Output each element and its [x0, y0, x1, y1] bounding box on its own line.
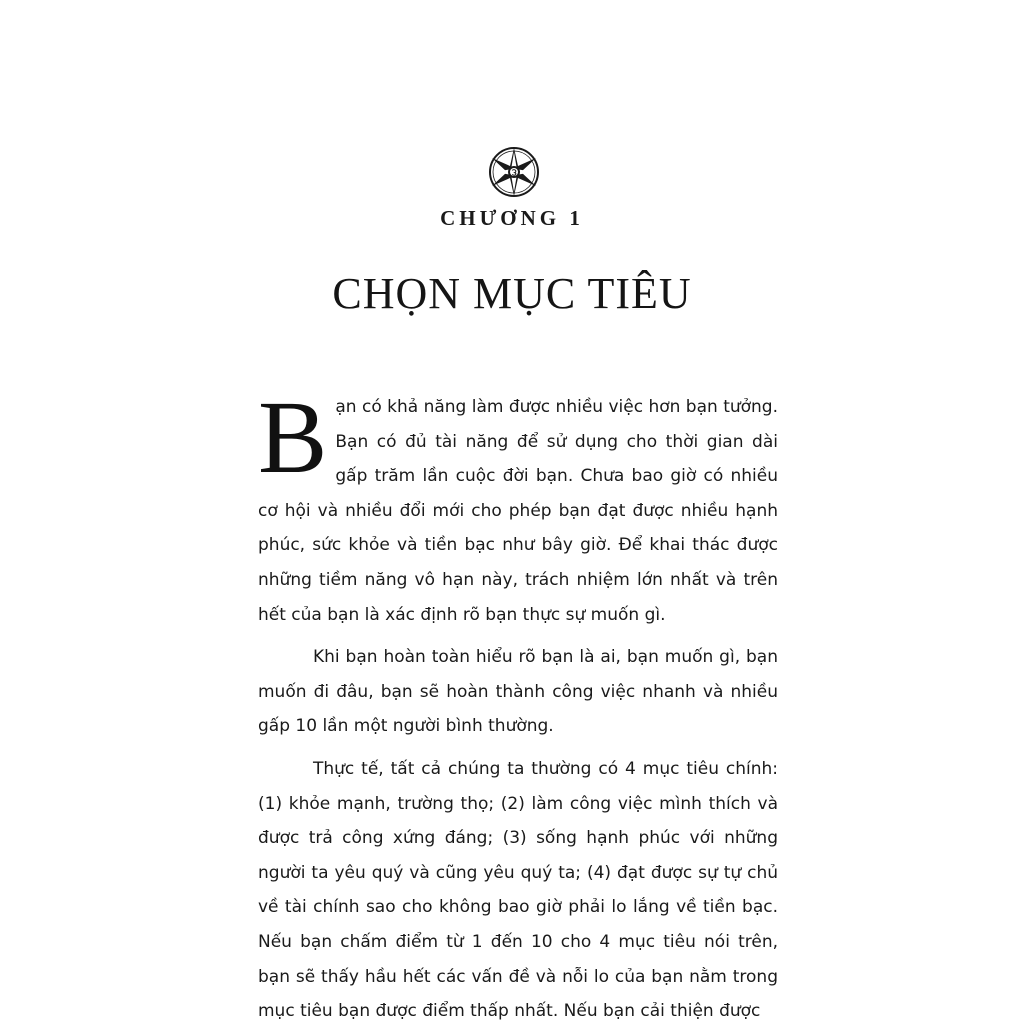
- drop-cap: B: [258, 380, 328, 495]
- paragraph-1-text: ạn có khả năng làm được nhiều việc hơn bạn tưởng. Bạn có đủ tài năng để sử dụng cho thời gian dài gấp trăm lần cuộc đời bạn. Chưa bao giờ có nhiều cơ hội và nhiều đổi mới cho phép bạn đạt được nhiều hạnh phúc, sức khỏe và tiền bạc như bây giờ. Để khai thác được những tiềm năng vô hạn này, trách nhiệm lớn nhất và trên hết của bạn là xác định rõ bạn thực sự muốn gì.: [258, 397, 778, 625]
- paragraph-1: [258, 380, 778, 632]
- compass-rose-icon: [488, 146, 540, 198]
- chapter-label: CHƯƠNG 1: [440, 206, 584, 230]
- chapter-body: [258, 380, 778, 1024]
- chapter-title: CHỌN MỤC TIÊU: [332, 269, 692, 318]
- paragraph-3: Thực tế, tất cả chúng ta thường có 4 mục tiêu chính: (1) khỏe mạnh, trường thọ; (2) làm công việc mình thích và được trả công xứng đáng; (3) sống hạnh phúc với những người ta yêu quý và cũng yêu quý ta; (4) đạt được sự tự chủ về tài chính sao cho không bao giờ phải lo lắng về tiền bạc. Nếu bạn chấm điểm từ 1 đến 10 cho 4 mục tiêu nói trên, bạn sẽ thấy hầu hết các vấn đề và nỗi lo của bạn nằm trong mục tiêu bạn được điểm thấp nhất. Nếu bạn cải thiện được: [258, 758, 778, 1022]
- paragraph-2: Khi bạn hoàn toàn hiểu rõ bạn là ai, bạn muốn gì, bạn muốn đi đâu, bạn sẽ hoàn thành công việc nhanh và nhiều gấp 10 lần một người bình thường.: [258, 647, 778, 737]
